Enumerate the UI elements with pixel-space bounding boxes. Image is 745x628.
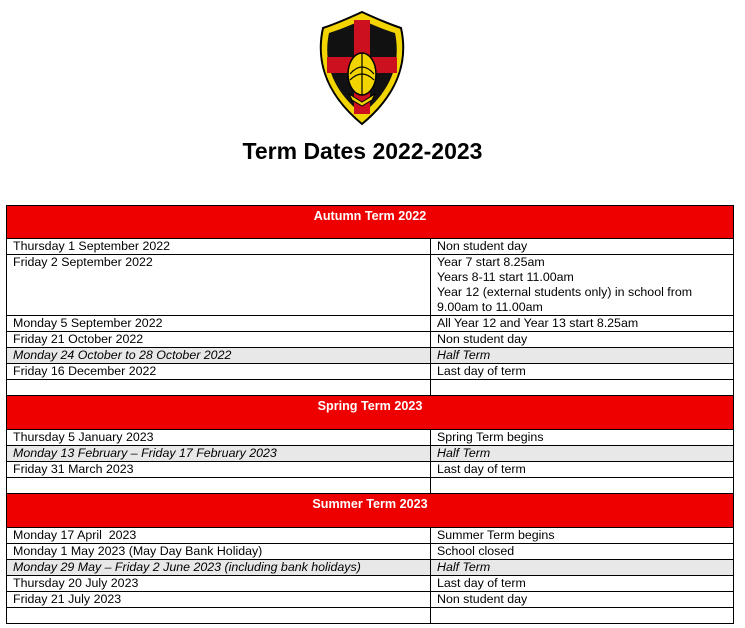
table-row bbox=[7, 239, 734, 255]
note-line: Years 8-11 start 11.00am bbox=[437, 270, 574, 284]
date-cell: Friday 21 October 2022 bbox=[7, 332, 431, 348]
blank-row bbox=[7, 478, 734, 494]
summer-term-header bbox=[7, 494, 734, 528]
note-cell: Summer Term begins bbox=[431, 528, 734, 544]
date-cell: Monday 29 May – Friday 2 June 2023 (including bank holidays) bbox=[7, 560, 431, 576]
note-cell bbox=[431, 255, 734, 316]
date-cell: Thursday 1 September 2022 bbox=[7, 239, 431, 255]
date-cell: Thursday 5 January 2023 bbox=[7, 430, 431, 446]
blank-row bbox=[7, 608, 734, 624]
date-cell: Thursday 20 July 2023 bbox=[7, 576, 431, 592]
table-row bbox=[7, 332, 734, 348]
table-row bbox=[7, 544, 734, 560]
table-row bbox=[7, 528, 734, 544]
table-row bbox=[7, 316, 734, 332]
note-cell: Last day of term bbox=[431, 364, 734, 380]
date-cell: Friday 21 July 2023 bbox=[7, 592, 431, 608]
table-row bbox=[7, 462, 734, 478]
spring-term-heading: Spring Term 2023 bbox=[7, 396, 734, 430]
note-line: Year 7 start 8.25am bbox=[437, 255, 545, 269]
note-cell: Half Term bbox=[431, 348, 734, 364]
date-cell: Monday 17 April 2023 bbox=[7, 528, 431, 544]
date-cell: Monday 5 September 2022 bbox=[7, 316, 431, 332]
table-row bbox=[7, 348, 734, 364]
note-cell: Non student day bbox=[431, 332, 734, 348]
note-cell: Half Term bbox=[431, 560, 734, 576]
note-line: Year 12 (external students only) in school from bbox=[437, 285, 693, 299]
school-crest-icon bbox=[317, 10, 407, 126]
note-cell: School closed bbox=[431, 544, 734, 560]
note-cell: Last day of term bbox=[431, 576, 734, 592]
date-cell: Monday 24 October to 28 October 2022 bbox=[7, 348, 431, 364]
blank-row bbox=[7, 380, 734, 396]
note-cell: Last day of term bbox=[431, 462, 734, 478]
spring-term-header bbox=[7, 396, 734, 430]
table-row bbox=[7, 364, 734, 380]
date-cell: Friday 31 March 2023 bbox=[7, 462, 431, 478]
table-row bbox=[7, 592, 734, 608]
table-row bbox=[7, 255, 734, 316]
table-row bbox=[7, 446, 734, 462]
note-cell: Non student day bbox=[431, 239, 734, 255]
summer-term-heading: Summer Term 2023 bbox=[7, 494, 734, 528]
page-title: Term Dates 2022-2023 bbox=[242, 138, 483, 164]
note-cell: Non student day bbox=[431, 592, 734, 608]
note-line: 9.00am to 11.00am bbox=[437, 300, 543, 314]
note-cell: Spring Term begins bbox=[431, 430, 734, 446]
date-cell: Monday 13 February – Friday 17 February 2023 bbox=[7, 446, 431, 462]
date-cell: Friday 2 September 2022 bbox=[7, 255, 431, 316]
autumn-term-heading: Autumn Term 2022 bbox=[7, 206, 734, 239]
table-row bbox=[7, 560, 734, 576]
note-cell: All Year 12 and Year 13 start 8.25am bbox=[431, 316, 734, 332]
term-dates-table bbox=[6, 205, 734, 624]
autumn-term-header bbox=[7, 206, 734, 239]
table-row bbox=[7, 430, 734, 446]
note-cell: Half Term bbox=[431, 446, 734, 462]
table-row bbox=[7, 576, 734, 592]
date-cell: Monday 1 May 2023 (May Day Bank Holiday) bbox=[7, 544, 431, 560]
date-cell: Friday 16 December 2022 bbox=[7, 364, 431, 380]
